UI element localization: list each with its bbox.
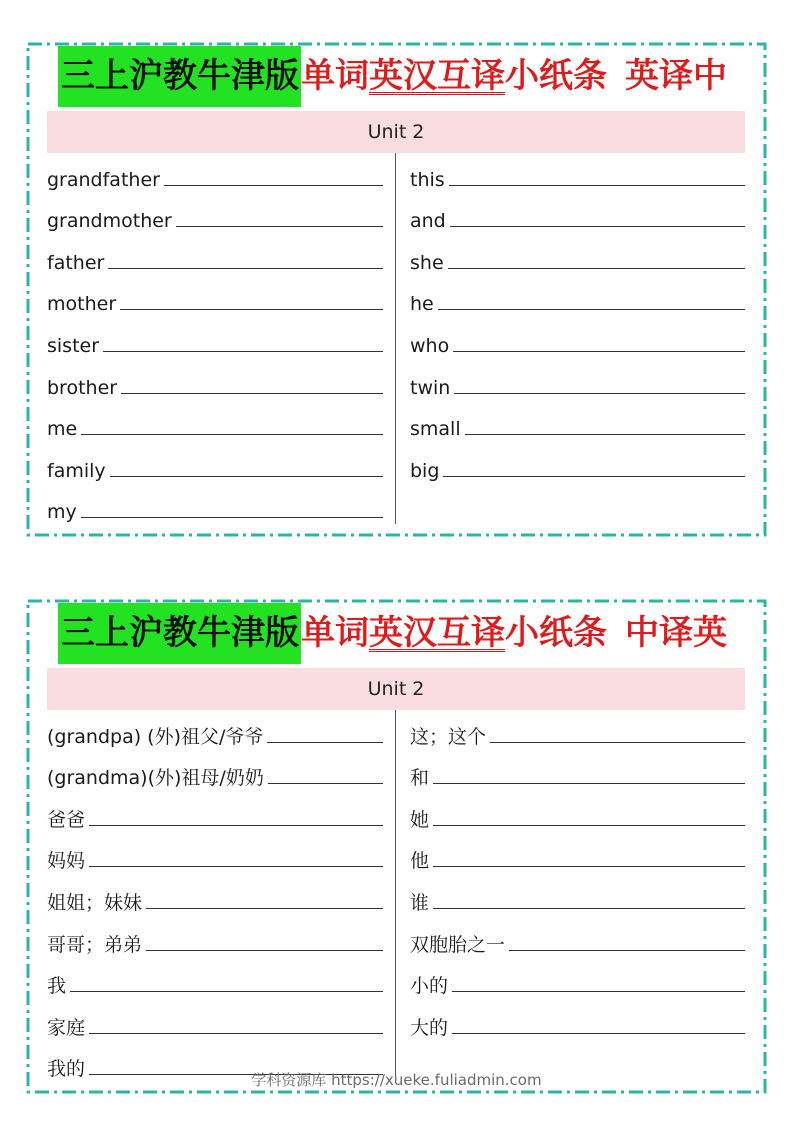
answer-line[interactable] — [108, 268, 383, 269]
word-label: father — [47, 251, 105, 274]
word-label: my — [47, 501, 77, 524]
word-row — [410, 918, 745, 960]
word-label: twin — [410, 376, 451, 399]
word-label: small — [410, 418, 461, 441]
word-row — [47, 1001, 383, 1043]
word-row — [410, 1001, 745, 1043]
word-label: mother — [47, 293, 117, 316]
answer-line[interactable] — [89, 825, 383, 826]
answer-line[interactable] — [103, 351, 383, 352]
word-row — [47, 876, 383, 918]
word-label: 和 — [410, 767, 430, 790]
left-word-list — [47, 710, 383, 1084]
answer-line[interactable] — [164, 185, 383, 186]
word-row — [410, 876, 745, 918]
worksheet-card-en-to-zh — [26, 42, 767, 537]
title-part-b: 英汉互译 — [369, 613, 505, 653]
word-label: 哥哥；弟弟 — [47, 933, 143, 956]
card-title — [58, 46, 727, 107]
word-row — [47, 319, 383, 361]
title-part-c: 小纸条 — [505, 56, 607, 96]
word-row — [410, 361, 745, 403]
word-row — [410, 960, 745, 1002]
title-part-b: 英汉互译 — [369, 56, 505, 96]
word-row — [47, 835, 383, 877]
word-label: 小的 — [410, 975, 449, 998]
answer-line[interactable] — [433, 866, 745, 867]
answer-line[interactable] — [110, 476, 383, 477]
answer-line[interactable] — [438, 309, 745, 310]
answer-line[interactable] — [70, 991, 383, 992]
word-row — [47, 403, 383, 445]
column-divider — [395, 710, 396, 1081]
word-row — [410, 403, 745, 445]
word-row — [47, 278, 383, 320]
word-label: 家庭 — [47, 1016, 86, 1039]
title-mode: 英译中 — [625, 56, 727, 96]
answer-line[interactable] — [509, 950, 745, 951]
title-highlight: 三上沪教牛津版 — [58, 46, 301, 107]
word-label: 双胞胎之一 — [410, 933, 506, 956]
title-highlight: 三上沪教牛津版 — [58, 603, 301, 664]
word-label: 他 — [410, 850, 430, 873]
word-row — [47, 918, 383, 960]
word-row — [47, 195, 383, 237]
word-row — [47, 960, 383, 1002]
answer-line[interactable] — [146, 908, 383, 909]
word-label: big — [410, 459, 440, 482]
answer-line[interactable] — [450, 226, 745, 227]
answer-line[interactable] — [120, 309, 383, 310]
word-label: grandmother — [47, 210, 172, 233]
answer-line[interactable] — [268, 783, 383, 784]
answer-line[interactable] — [452, 991, 745, 992]
word-row — [47, 710, 383, 752]
answer-line[interactable] — [89, 866, 383, 867]
answer-line[interactable] — [81, 517, 383, 518]
answer-line[interactable] — [433, 783, 745, 784]
word-label: 爸爸 — [47, 808, 86, 831]
answer-line[interactable] — [89, 1033, 383, 1034]
word-label: 大的 — [410, 1016, 449, 1039]
word-label: 我的 — [47, 1058, 86, 1081]
word-label: 谁 — [410, 891, 430, 914]
word-row — [410, 319, 745, 361]
word-row — [410, 444, 745, 486]
word-row — [47, 486, 383, 528]
word-row — [47, 752, 383, 794]
title-mode: 中译英 — [625, 613, 727, 653]
card-title — [58, 603, 727, 664]
answer-line[interactable] — [146, 950, 383, 951]
title-part-c: 小纸条 — [505, 613, 607, 653]
word-label: me — [47, 418, 78, 441]
word-label: this — [410, 168, 445, 191]
word-row — [410, 793, 745, 835]
right-word-list — [410, 710, 745, 1043]
answer-line[interactable] — [465, 434, 745, 435]
word-row — [47, 236, 383, 278]
answer-line[interactable] — [433, 908, 745, 909]
watermark-footer: 学科资源库 https://xueke.fuliadmin.com — [251, 1071, 542, 1089]
answer-line[interactable] — [448, 268, 745, 269]
answer-line[interactable] — [267, 742, 383, 743]
word-row — [410, 835, 745, 877]
word-label: (grandma)(外)祖母/奶奶 — [47, 767, 264, 790]
word-label: grandfather — [47, 168, 160, 191]
word-label: 她 — [410, 808, 430, 831]
word-row — [410, 710, 745, 752]
word-row — [47, 361, 383, 403]
answer-line[interactable] — [443, 476, 745, 477]
column-divider — [395, 153, 396, 524]
answer-line[interactable] — [433, 825, 745, 826]
word-row — [47, 153, 383, 195]
answer-line[interactable] — [81, 434, 383, 435]
unit-heading: Unit 2 — [47, 668, 745, 710]
word-label: she — [410, 251, 444, 274]
word-row — [410, 153, 745, 195]
answer-line[interactable] — [452, 1033, 745, 1034]
word-label: 这；这个 — [410, 725, 487, 748]
word-row — [410, 195, 745, 237]
answer-line[interactable] — [453, 351, 745, 352]
word-label: he — [410, 293, 434, 316]
word-label: who — [410, 334, 450, 357]
left-word-list — [47, 153, 383, 527]
word-label: 我 — [47, 975, 67, 998]
word-label: 妈妈 — [47, 850, 86, 873]
word-label: family — [47, 459, 106, 482]
word-row — [410, 278, 745, 320]
answer-line[interactable] — [121, 393, 383, 394]
answer-line[interactable] — [490, 742, 745, 743]
answer-line[interactable] — [449, 185, 745, 186]
title-part-a: 单词 — [301, 613, 369, 653]
word-label: sister — [47, 334, 100, 357]
answer-line[interactable] — [176, 226, 383, 227]
word-label: brother — [47, 376, 118, 399]
worksheet-card-zh-to-en — [26, 599, 767, 1094]
unit-heading: Unit 2 — [47, 111, 745, 153]
right-word-list — [410, 153, 745, 486]
title-part-a: 单词 — [301, 56, 369, 96]
word-row — [410, 752, 745, 794]
answer-line[interactable] — [454, 393, 745, 394]
word-row — [47, 444, 383, 486]
word-row — [47, 793, 383, 835]
word-label: (grandpa) (外)祖父/爷爷 — [47, 725, 264, 748]
word-label: 姐姐；妹妹 — [47, 891, 143, 914]
word-label: and — [410, 210, 446, 233]
word-row — [410, 236, 745, 278]
